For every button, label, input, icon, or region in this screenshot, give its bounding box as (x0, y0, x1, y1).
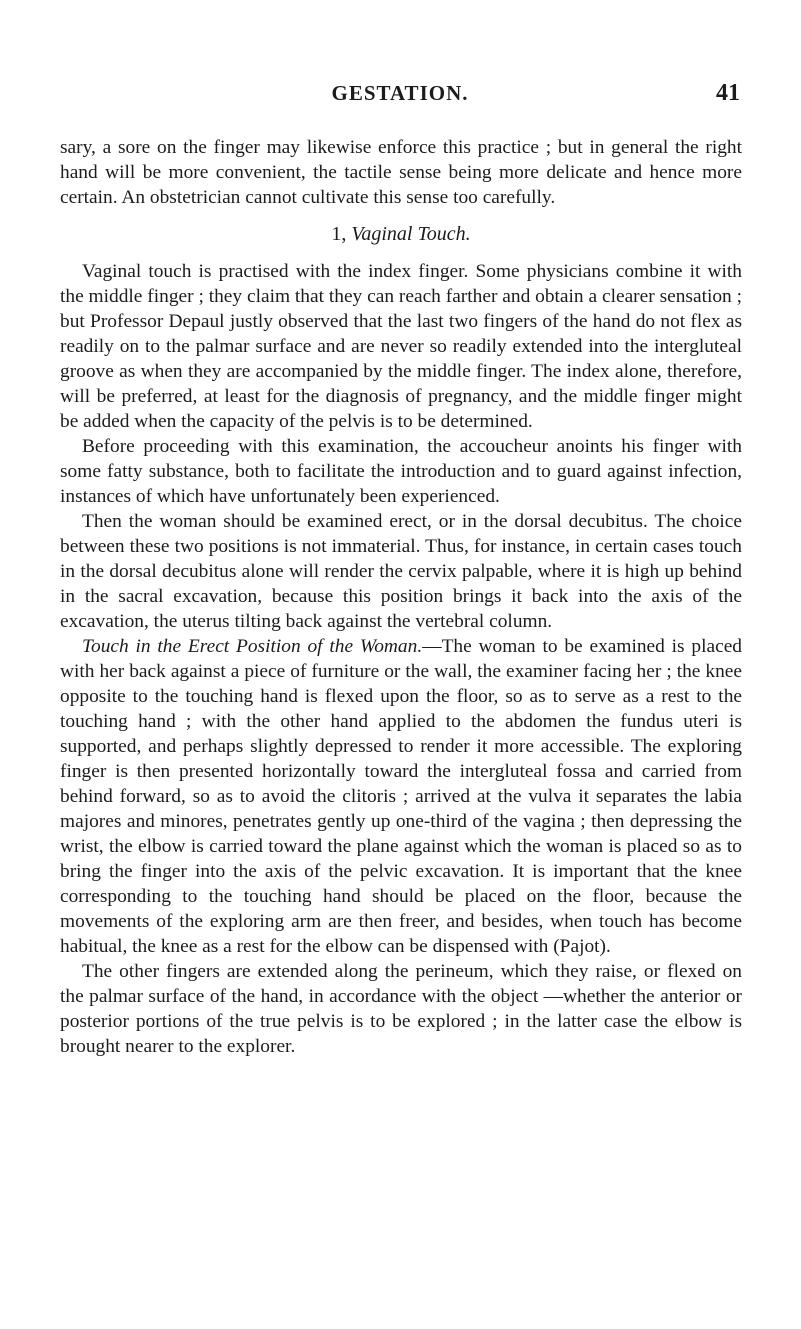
run-in-heading: Touch in the Erect Position of the Woman. (82, 636, 423, 657)
section-title: Vaginal Touch. (351, 223, 471, 245)
paragraph: Vaginal touch is practised with the index finger. Some physicians combine it with the middle finger ; they claim that they can reach farther and obtain a clearer sensation ; but Professor Depaul justly observed that the last two fingers of the hand do not flex as readily on to the palmar surface and are never so readily extended into the intergluteal groove as when they are accompanied by the middle finger. The index alone, therefore, will be preferred, at least for the diagnosis of pregnancy, and the middle finger might be added when the capacity of the pelvis is to be determined. (60, 261, 742, 432)
section-heading (60, 222, 742, 247)
paragraph-continuation: sary, a sore on the finger may likewise enforce this practice ; but in general the right hand will be more convenient, the tactile sense being more delicate and hence more certain. An obstetrician cannot cultivate this sense too carefully. (60, 137, 742, 208)
paragraph: Before proceeding with this examination, the accoucheur anoints his finger with some fatty substance, both to facilitate the introduction and to guard against infection, instances of which have unfortunately been experienced. (60, 436, 742, 507)
running-head (60, 78, 740, 108)
section-number: 1, (331, 223, 347, 245)
paragraph (60, 634, 742, 959)
paragraph: Then the woman should be examined erect, or in the dorsal decubitus. The choice between these two positions is not immaterial. Thus, for instance, in certain cases touch in the dorsal decubitus alone will render the cervix palpable, where it is high up behind in the sacral excavation, because this position brings it back into the axis of the excavation, the uterus tilting back against the vertebral column. (60, 511, 742, 632)
body-text (60, 135, 742, 1059)
page-number: 41 (716, 80, 740, 106)
running-title: GESTATION. (331, 81, 469, 105)
paragraph-text: —The woman to be examined is placed with her back against a piece of furniture or the wall, the examiner facing her ; the knee opposite to the touching hand is flexed upon the floor, so as to serve as a rest to the touching hand ; with the other hand applied to the abdomen the fundus uteri is supported, and perhaps slightly depressed to render it more accessible. The exploring finger is then presented horizontally toward the intergluteal fossa and carried from behind forward, so as to avoid the clitoris ; arrived at the vulva it separates the labia majores and minores, penetrates gently up one-third of the vagina ; then depressing the wrist, the elbow is carried toward the plane against which the woman is placed so as to bring the finger into the axis of the pelvic excavation. It is important that the knee corresponding to the touching hand should be placed on the floor, because the movements of the exploring arm are then freer, and besides, when touch has become habitual, the knee as a rest for the elbow can be dispensed with (Pajot). (60, 636, 742, 957)
paragraph: The other fingers are extended along the perineum, which they raise, or flexed on the palmar surface of the hand, in accordance with the object —whether the anterior or posterior portions of the true pelvis is to be explored ; in the latter case the elbow is brought nearer to the explorer. (60, 961, 742, 1057)
